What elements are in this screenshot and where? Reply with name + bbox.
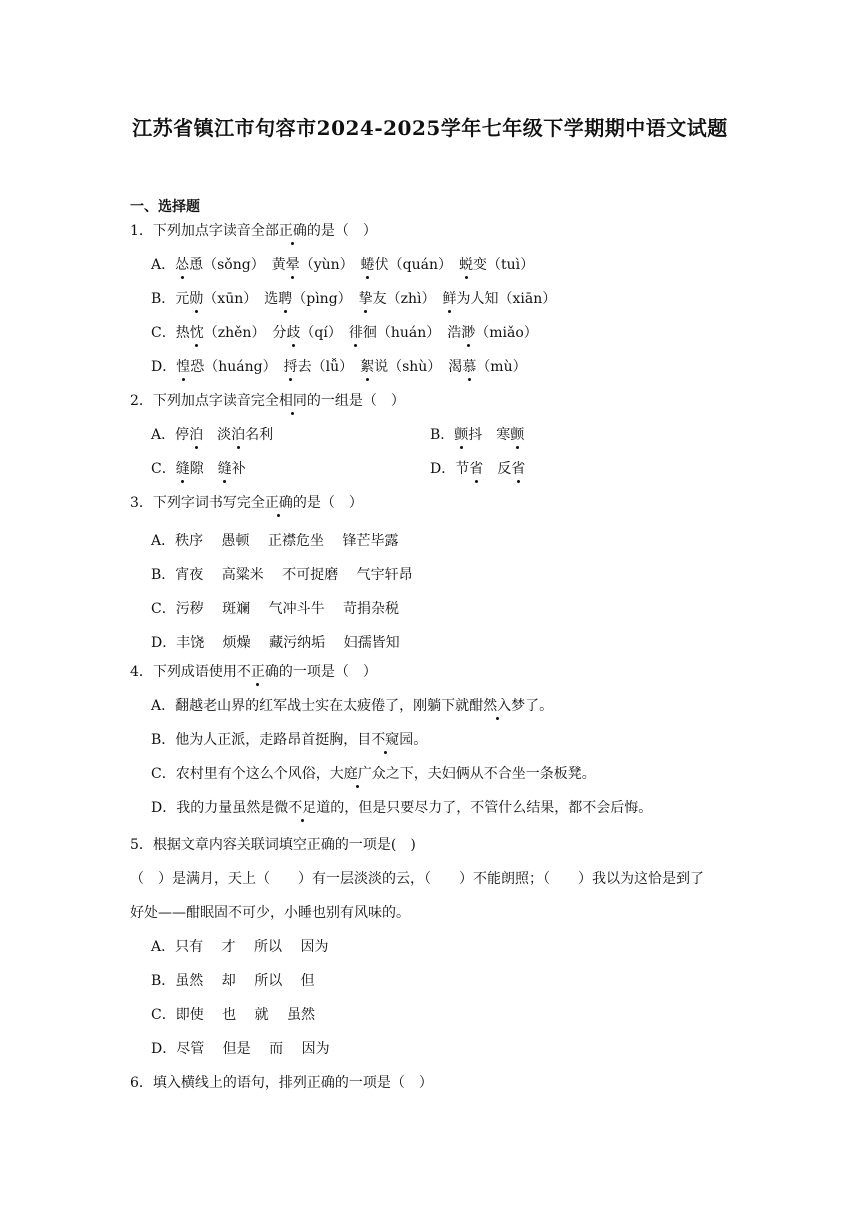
question-5-passage-line-1: （ ）是满月，天上（ ）有一层淡淡的云，（ ）不能朗照；（ ）我以为这恰是到了 [130,871,704,887]
question-3-option-d: D．丰饶 烦燥 藏污纳垢 妇孺皆知 [151,635,400,651]
question-6-stem: 6．填入横线上的语句，排列正确的一项是（ ） [130,1075,433,1091]
question-1-option-a: A．怂恿（sǒng） 黄晕（yùn） 蜷伏（quán） 蜕变（tuì） [151,254,534,274]
question-1-option-b: B．元勋（xūn） 选聘（pìng） 挚友（zhì） 鲜为人知（xiān） [151,288,556,308]
question-5-stem: 5．根据文章内容关联词填空正确的一项是( ) [130,837,416,853]
question-2-option-a: A．停泊 淡泊名利 [151,424,273,444]
question-2-stem: 2．下列加点字读音完全相同的一组是（ ） [130,390,405,410]
question-1-option-d: D．惶恐（huáng） 捋去（lǚ） 絮说（shù） 渴慕（mù） [151,356,527,376]
section-heading: 一、选择题 [130,199,200,215]
question-3-option-b: B．宵夜 高粱米 不可捉磨 气宇轩昂 [151,567,413,583]
question-3-stem: 3．下列字词书写完全正确的是（ ） [130,492,363,512]
question-1-stem: 1．下列加点字读音全部正确的是（ ） [130,220,377,240]
question-4-option-c: C．农村里有个这么个风俗，大庭广众之下，夫妇俩从不合坐一条板凳。 [151,763,596,783]
question-5-option-c: C．即使 也 就 虽然 [151,1007,316,1023]
page-title: 江苏省镇江市句容市2024-2025学年七年级下学期期中语文试题 [132,116,728,140]
question-1-option-c: C．热忱（zhěn） 分歧（qí） 徘徊（huán） 浩渺（miǎo） [151,322,538,342]
question-3-option-a: A．秩序 愚顿 正襟危坐 锋芒毕露 [151,533,399,549]
question-3-option-c: C．污秽 斑斓 气冲斗牛 苛捐杂税 [151,601,400,617]
question-5-option-b: B．虽然 却 所以 但 [151,973,315,989]
question-4-option-a: A．翻越老山界的红军战士实在太疲倦了，刚躺下就酣然入梦了。 [151,695,553,715]
question-2-option-d: D．节省 反省 [430,458,525,478]
question-2-option-c: C．缝隙 缝补 [151,458,246,478]
question-4-option-b: B．他为人正派，走路昂首挺胸，目不窥园。 [151,729,427,749]
question-2-option-b: B．颤抖 寒颤 [430,424,524,444]
question-5-option-d: D．尽管 但是 而 因为 [151,1041,330,1057]
question-5-passage-line-2: 好处——酣眠固不可少，小睡也别有风味的。 [130,905,410,921]
question-5-option-a: A．只有 才 所以 因为 [151,939,329,955]
question-4-option-d: D．我的力量虽然是微不足道的，但是只要尽力了，不管什么结果，都不会后悔。 [151,797,652,817]
question-4-stem: 4．下列成语使用不正确的一项是（ ） [130,661,377,681]
